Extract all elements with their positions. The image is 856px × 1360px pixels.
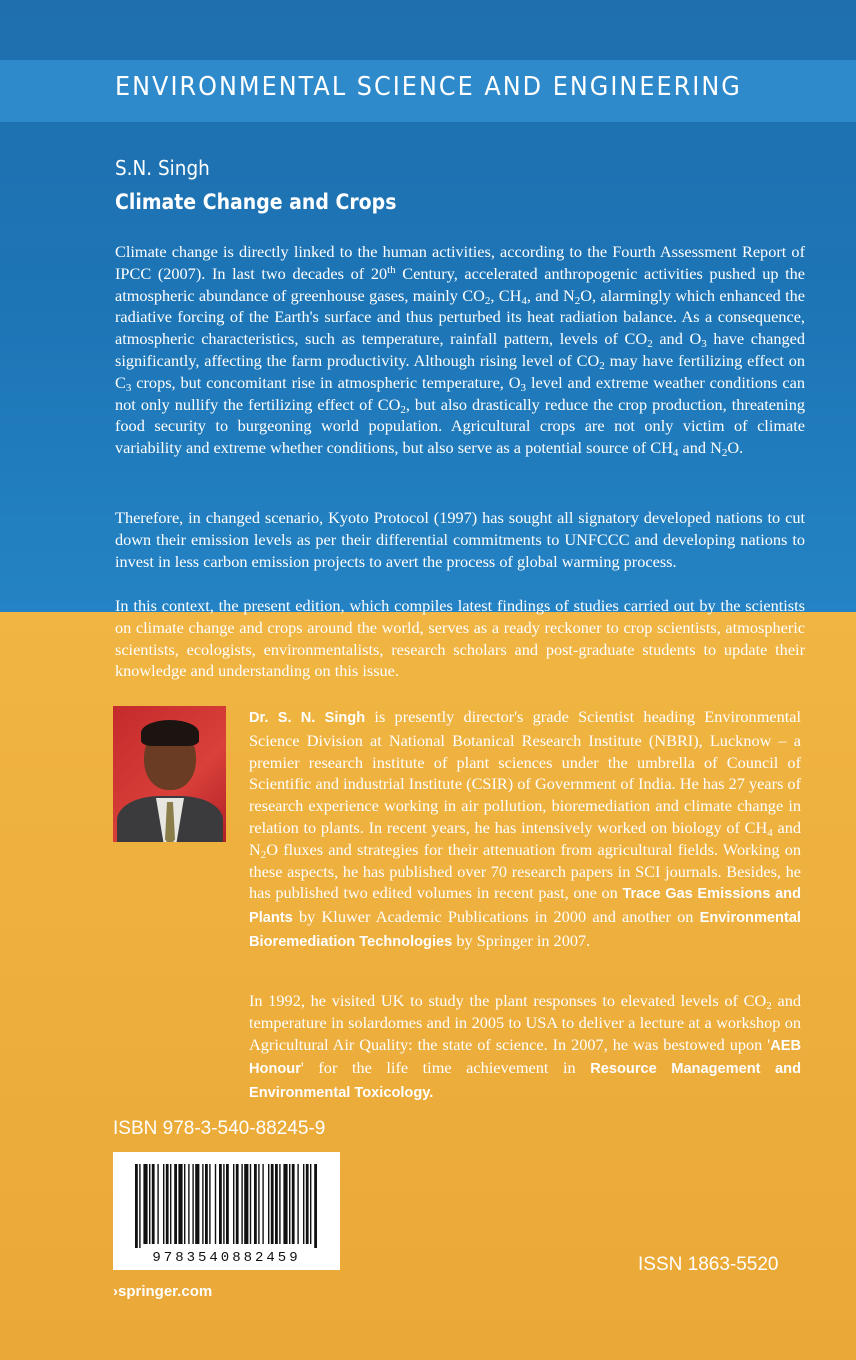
barcode-bar — [192, 1164, 193, 1244]
barcode-bar — [149, 1164, 150, 1244]
barcode-bar — [202, 1164, 203, 1244]
barcode-bar — [209, 1164, 210, 1244]
barcode-bar — [262, 1164, 263, 1244]
barcode-bar — [268, 1164, 269, 1244]
book-title: Climate Change and Crops — [115, 190, 397, 214]
barcode-bar — [236, 1164, 239, 1244]
issn-label: ISSN 1863-5520 — [638, 1254, 779, 1275]
barcode-bar — [205, 1164, 208, 1244]
barcode-bar — [166, 1164, 169, 1244]
barcode-bar — [279, 1164, 280, 1244]
barcode-bar — [157, 1164, 158, 1244]
barcode-bars — [113, 1152, 340, 1252]
barcode-bar — [174, 1164, 177, 1244]
author-photo — [113, 706, 226, 842]
barcode-bar — [283, 1164, 287, 1244]
barcode-bar — [241, 1164, 242, 1244]
blurb-paragraph-3: In this context, the present edition, which compiles latest findings of studies carried out by the scientists on climate change and crops around the world, serves as a ready reckoner to crop scientists, atmospheric scientists, ecologists, environmentalists, research scholars and post-graduate students to update their knowledge and understanding on this issue. — [115, 596, 805, 681]
barcode-bar — [215, 1164, 216, 1244]
barcode-bar — [184, 1164, 185, 1244]
barcode-bar — [250, 1164, 251, 1244]
barcode-bar — [143, 1164, 147, 1244]
barcode — [113, 1152, 340, 1270]
barcode-bar — [306, 1164, 309, 1244]
barcode-bar — [139, 1164, 140, 1248]
blurb-paragraph-2: Therefore, in changed scenario, Kyoto Protocol (1997) has sought all signatory developed nations to cut down their emission levels as per their differential commitments to UNFCCC and developing nations to invest in less carbon emission projects to avert the process of global warming process. — [115, 508, 805, 571]
series-title: ENVIRONMENTAL SCIENCE AND ENGINEERING — [115, 72, 742, 102]
barcode-bar — [188, 1164, 189, 1244]
springer-link[interactable]: ›springer.com — [113, 1283, 213, 1300]
barcode-bar — [219, 1164, 222, 1244]
book-author: S.N. Singh — [115, 156, 210, 180]
barcode-bar — [310, 1164, 311, 1244]
barcode-bar — [314, 1164, 317, 1248]
barcode-bar — [223, 1164, 224, 1244]
barcode-bar — [195, 1164, 199, 1244]
barcode-bar — [292, 1164, 295, 1244]
barcode-bar — [297, 1164, 298, 1244]
barcode-bar — [244, 1164, 248, 1244]
author-bio-paragraph-2: In 1992, he visited UK to study the plant responses to elevated levels of $CO_2$ and temperature in solardomes and in 2005 to USA to deliver a lecture at a workshop on Agricultural Air Quality: the state of science. In 2007, he was bestowed upon 'AEB Honour' for the life time achievement in Resource Management and Environmental Toxicology. — [249, 991, 802, 1102]
barcode-bar — [135, 1164, 138, 1248]
barcode-bar — [226, 1164, 229, 1244]
barcode-digits: 9783540882459 — [152, 1250, 301, 1266]
blurb-paragraph-1: Climate change is directly linked to the human activities, according to the Fourth Assessment Report of IPCC (2007). In last two decades of 20th Century, accelerated anthropogenic activities pushed up the atmospheric abundance of greenhouse gases, mainly $CO_2$, $CH_4$, and $N_2O$, alarmingly which enhanced the radiative forcing of the Earth's surface and thus perturbed its heat radiation balance. As a consequence, atmospheric characteristics, such as temperature, rainfall pattern, levels of $CO_2$ and $O_3$ have changed significantly, affecting the farm productivity. Although rising level of $CO_2$ may have fertilizing effect on $C_3$ crops, but concomitant rise in atmospheric temperature, $O_3$ level and extreme weather conditions can not only nullify the fertilizing effect of $CO_2$, but also drastically reduce the crop production, threatening food security to burgeoning world population. Agricultural crops are not only victim of climate variability and extreme whether conditions, but also serve as a potential source of $CH_4$ and $N_2O$. — [115, 242, 806, 460]
barcode-bar — [178, 1164, 182, 1244]
barcode-bar — [163, 1164, 164, 1244]
barcode-bar — [271, 1164, 274, 1244]
barcode-bar — [289, 1164, 290, 1244]
author-bio-paragraph-1: Dr. S. N. Singh is presently director's grade Scientist heading Environmental Science Division at National Botanical Research Institute (NBRI), Lucknow – a premier research institute of plant sciences under the umbrella of Council of Scientific and industrial Institute (CSIR) of Government of India. He has 27 years of research experience working in air pollution, bioremediation and climate change in relation to plants. In recent years, he has intensively worked on biology of $CH_4$ and $N_2O$ fluxes and strategies for their attenuation from agricultural fields. Working on these aspects, he has published over 70 research papers in SCI journals. Besides, he has published two edited volumes in recent past, one on Trace Gas Emissions and Plants by Kluwer Academic Publications in 2000 and another on Environmental Bioremediation Technologies by Springer in 2007. — [249, 707, 802, 950]
barcode-bar — [303, 1164, 304, 1244]
barcode-bar — [258, 1164, 259, 1244]
barcode-bar — [233, 1164, 234, 1244]
barcode-bar — [170, 1164, 171, 1244]
isbn-label: ISBN 978-3-540-88245-9 — [113, 1118, 326, 1139]
barcode-bar — [254, 1164, 257, 1244]
barcode-bar — [152, 1164, 155, 1244]
barcode-bar — [275, 1164, 278, 1244]
